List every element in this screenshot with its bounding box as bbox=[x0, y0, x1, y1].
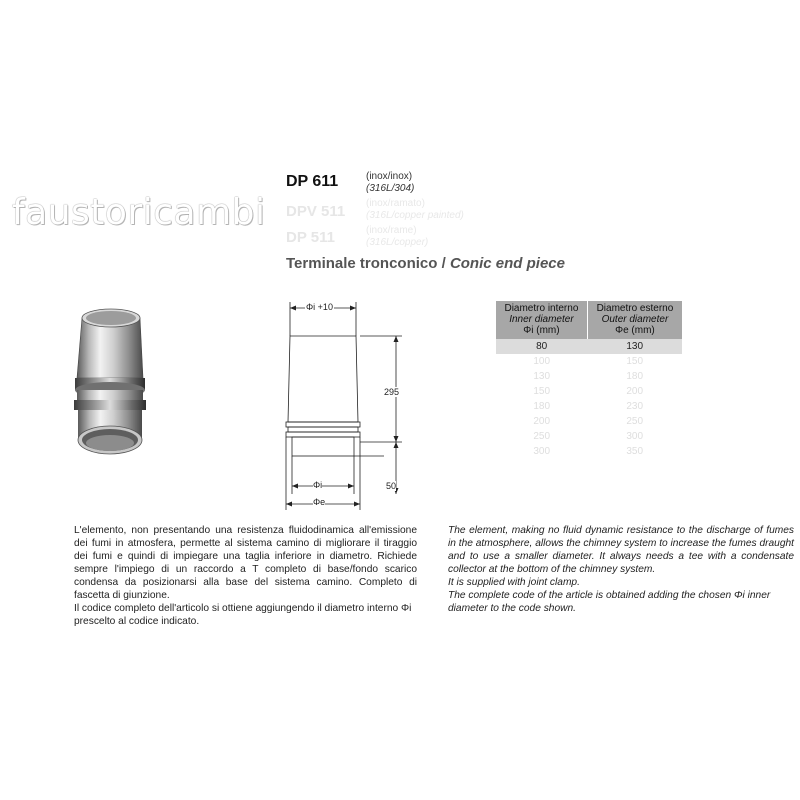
paragraph: L'elemento, non presentando una resistenza fluidodinamica all'emissione dei fumi in atmosfera, permette al sistema camino di migliorare il tiraggio dei fumi e quindi di impiegare una taglia inferiore in diametro. Richiede sempre l'impiego di un raccordo a T completo di base/fondo scarico condensa da posizionarsi alla base del sistema camino. Completo di fascetta di giunzione. bbox=[74, 525, 417, 601]
description-italian bbox=[74, 524, 417, 628]
product-material-grade: (316L/304) bbox=[366, 183, 415, 194]
title-italian: Terminale tronconico bbox=[286, 255, 438, 272]
table-row: 150 200 bbox=[496, 384, 682, 399]
table-row: 180 230 bbox=[496, 399, 682, 414]
dimensions-table bbox=[496, 301, 682, 459]
variant-material: (inox/rame) bbox=[366, 225, 417, 236]
dimension-height-label: 295 bbox=[384, 387, 400, 397]
watermark: faustoricambi bbox=[12, 192, 266, 233]
title-english: Conic end piece bbox=[449, 255, 565, 272]
product-code: DP 611 bbox=[286, 173, 339, 190]
description-english bbox=[448, 524, 794, 615]
table-row: 80 130 bbox=[496, 339, 682, 354]
paragraph: The element, making no fluid dynamic resistance to the discharge of fumes in the atmosphere, allows the chimney system to increase the fumes draught and to use a smaller diameter. It always needs a tee with a condensate collector at the bottom of the chimney system. bbox=[448, 525, 794, 575]
table-row: 100 150 bbox=[496, 354, 682, 369]
title-separator: / bbox=[437, 255, 450, 272]
dimension-bottom-height-label: 50 bbox=[386, 481, 397, 491]
variant-code: DPV 511 bbox=[286, 203, 346, 220]
table-row: 130 180 bbox=[496, 369, 682, 384]
dimension-top-label: Φi +10 bbox=[306, 302, 333, 312]
table-row: 250 300 bbox=[496, 429, 682, 444]
variant-material-grade: (316L/copper painted) bbox=[366, 210, 464, 221]
page-title bbox=[286, 255, 565, 272]
dimension-outer-label: Φe bbox=[313, 497, 326, 507]
table-header-outer: Diametro esterno Outer diameter Φe (mm) bbox=[587, 301, 682, 339]
dimension-inner-label: Φi bbox=[313, 480, 323, 490]
paragraph: The complete code of the article is obtained adding the chosen Φi inner diameter to the code shown. bbox=[448, 590, 771, 614]
variant-code: DP 511 bbox=[286, 229, 335, 246]
paragraph: Il codice completo dell'articolo si ottiene aggiungendo il diametro interno Φi prescelto al codice indicato. bbox=[74, 603, 412, 627]
table-row: 300 350 bbox=[496, 444, 682, 459]
variant-material-grade: (316L/copper) bbox=[366, 237, 429, 248]
table-header-row bbox=[496, 301, 682, 339]
product-material: (inox/inox) bbox=[366, 171, 413, 182]
paragraph: It is supplied with joint clamp. bbox=[448, 577, 580, 588]
product-illustration bbox=[60, 300, 170, 470]
table-header-inner: Diametro interno Inner diameter Φi (mm) bbox=[496, 301, 587, 339]
table-row: 200 250 bbox=[496, 414, 682, 429]
variant-material: (inox/ramato) bbox=[366, 198, 425, 209]
